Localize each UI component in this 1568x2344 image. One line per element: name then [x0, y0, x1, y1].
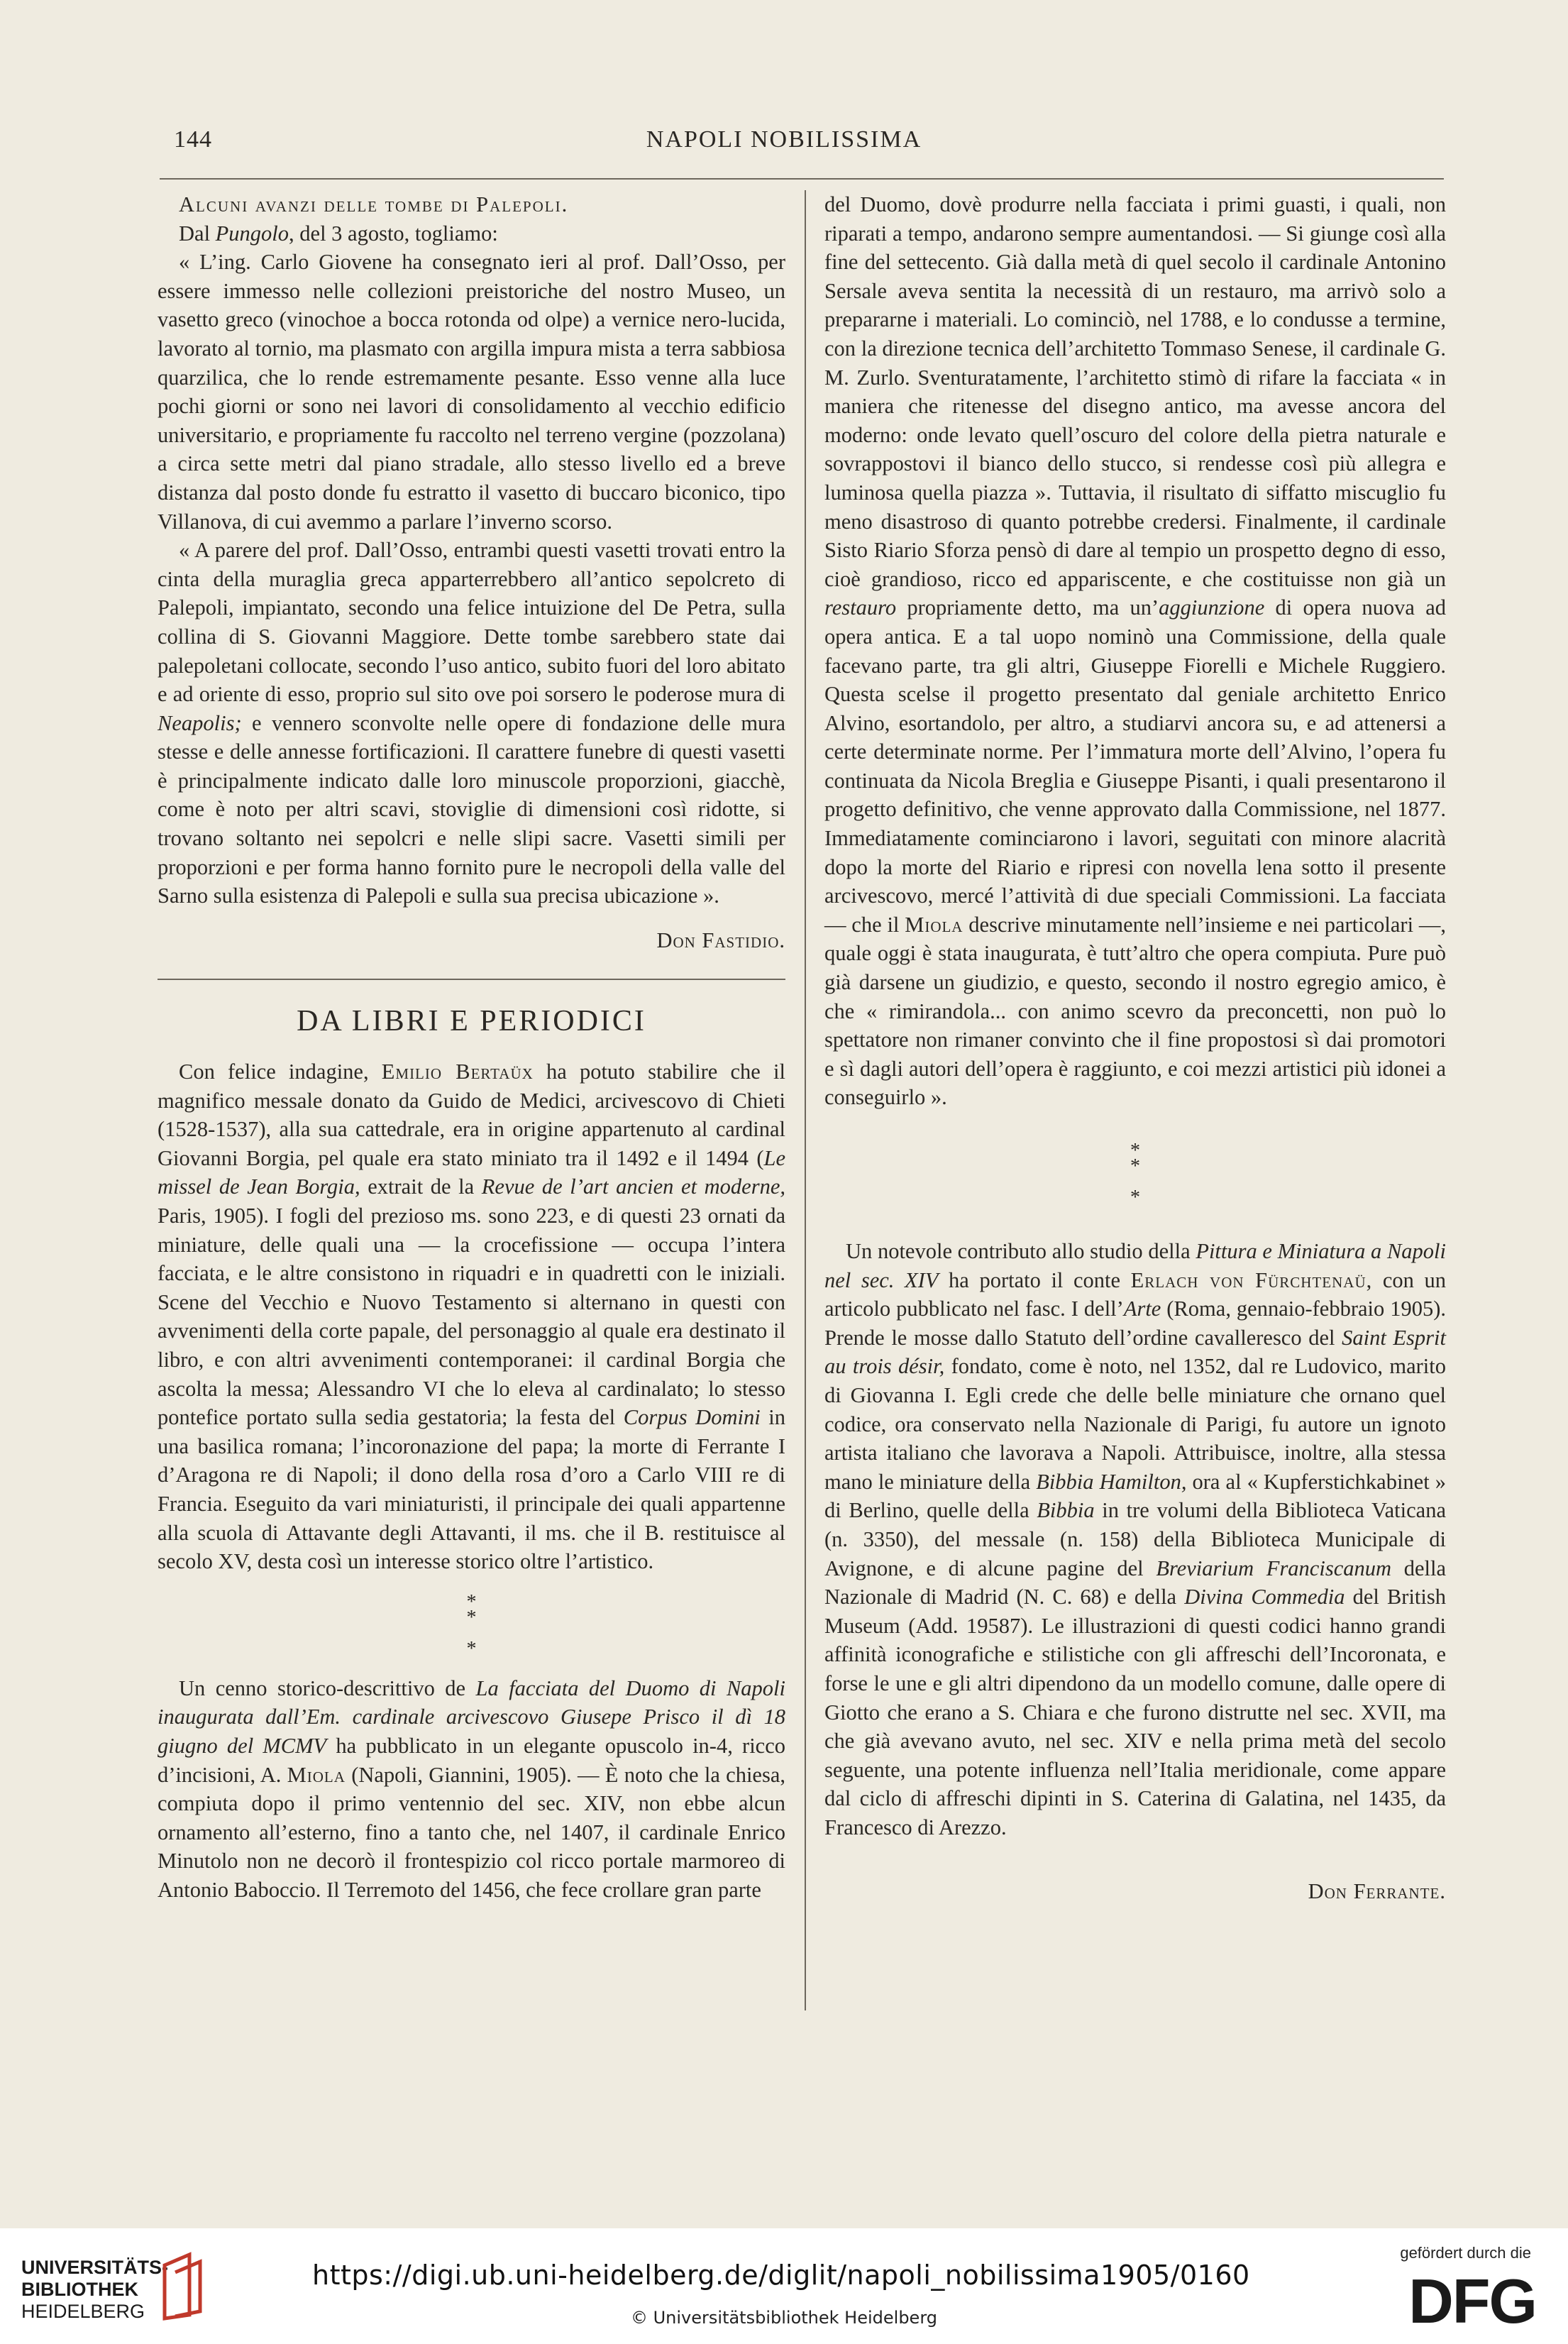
dfg-logo: DFG	[1408, 2266, 1536, 2336]
right-column	[824, 190, 1446, 1906]
paragraph: « A parere del prof. Dall’Osso, entrambi questi vasetti trovati entro la cinta della muraglia greca apparterrebbero all’antico sepolcreto di Palepoli, impiantato, secondo una felice intuizione del De Petra, sulla collina di S. Giovanni Maggiore. Dette tombe sarebbero state dai palepoletani collocate, secondo l’uso antico, subito fuori del loro abitato e ad oriente di esso, proprio sul sito ove poi sorsero le poderose mura di Neapolis; e vennero sconvolte nelle opere di fondazione delle mura stesse e delle annesse fortificazioni. Il carattere funebre di questi vasetti è principalmente indicato dalle loro minuscole proporzioni, giacchè, come è noto per altri scavi, stoviglie di dimensioni così ridotte, si trovano soltanto nei sepolcri e nelle slipi sacre. Vasetti simili per proporzioni e per forma hanno fornito pure le necropoli della valle del Sarno sulla esistenza di Palepoli e sulla sua precisa ubicazione ».	[158, 538, 785, 908]
paragraph: del Duomo, dovè produrre nella facciata i primi guasti, i quali, non riparati a tempo, andarono sempre aumentandosi. — Si giunge così alla fine del settecento. Già dalla metà di quel secolo il cardinale Antonino Sersale aveva sentita la necessità di un restauro, ma arrivò solo a prepararne i materiali. Lo cominciò, nel 1788, e lo condusse a termine, con la direzione tecnica dell’architetto Tommaso Senese, il cardinale G. M. Zurlo. Sventuratamente, l’architetto stimò di rifare la facciata « in maniera che ritenesse del disegno antico, ma avesse ancora del moderno: onde levato quell’oscuro del colore della pietra naturale e sovrappostovi il bianco dello stucco, si rendesse così più allegra e luminosa quella piazza ». Tuttavia, il risultato di siffatto miscuglio fu meno disastroso di quanto potrebbe credersi. Finalmente, il cardinale Sisto Riario Sforza pensò di dare al tempio un prospetto degno di esso, cioè grandioso, ricco ed appariscente, e che costituisse non già un restauro propriamente detto, ma un’aggiunzione di opera nuova ad opera antica. E a tal uopo nominò una Commissione, della quale facevano parte, tra gli altri, Giuseppe Fiorelli e Michele Ruggiero. Questa scelse il progetto presentato dal geniale architetto Enrico Alvino, esortandolo, per altro, a studiarvi ancora su, e ad attenersi a certe determinate norme. Per l’immatura morte dell’Alvino, l’opera fu continuata da Nicola Breglia e Giuseppe Pisanti, i quali presentarono il progetto definitivo, che venne approvato dalla Commissione, nel 1877. Immediatamente cominciarono i lavori, seguitati con minore alacrità dopo la morte del Riario e ripresi con novella lena sotto il presente arcivescovo, mercé l’attività di due speciali Commissioni. La facciata — che il Miola descrive minutamente nell’insieme e nei particolari —, quale oggi è stata inaugurata, è tutt’altro che opera compiuta. Pure può già darsene un giudizio, e questo, secondo il nostro egregio amico, è che « rimirandola... con animo scevro da preconcetti, non può lo spettatore non rimaner convinto che il fine propostosi sì dai promotori e sì dagli autori dell’opera è raggiunto, e coi mezzi artistici più idonei a conseguirlo ».	[824, 192, 1446, 1110]
column-divider	[805, 190, 806, 2010]
paragraph: Con felice indagine, Emilio Bertaüx ha potuto stabilire che il magnifico messale donato da Guido de Medici, arcivescovo di Chieti (1528-1537), alla sua cattedrale, era in origine appartenuto al cardinal Giovanni Borgia, pel quale era stato miniato tra il 1492 e il 1494 (Le missel de Jean Borgia, extrait de la Revue de l’art ancien et moderne, Paris, 1905). I fogli del prezioso ms. sono 223, e di questi 23 ornati da miniature, delle quali una — la crocefissione — occupa l’intera facciata, e le altre consistono in riquadri e in quadretti con le iniziali. Scene del Vecchio e Nuovo Testamento si alternano in questi con avvenimenti della corte papale, del personaggio al quale era destinato il libro, e con altri avvenimenti contemporanei: il cardinal Borgia che ascolta la messa; Alessandro VI che lo eleva al cardinalato; lo stesso pontefice portato sulla sedia gestatoria; la festa del Corpus Domini in una basilica romana; l’incoronazione del papa; la morte di Ferrante I d’Aragona re di Napoli; il dono della rosa d’oro a Carlo VIII re di Francia. Eseguito da vari miniaturisti, il principale dei quali appartenne alla scuola di Attavante degli Attavanti, il ms. che il B. restituisce al secolo XV, desta così un interesse storico oltre l’artistico.	[158, 1060, 786, 1574]
paragraph: « L’ing. Carlo Giovene ha consegnato ieri al prof. Dall’Osso, per essere immesso nelle collezioni preistoriche del nostro Museo, un vasetto greco (vinochoe a bocca rotonda od olpe) a vernice nero-lucida, lavorato al tornio, ma plasmato con argilla impura mista a terra sabbiosa quarzilica, che lo rende estremamente pesante. Esso venne alla luce pochi giorni or sono nei lavori di consolidamento al vecchio edificio universitario, e propriamente fu raccolto nel terreno vergine (pozzolana) a circa sette metri dal piano stradale, allo stesso livello ed a breve distanza dal posto donde fu estratto il vasetto di buccaro biconico, tipo Villanova, di cui avemmo a parlare l’inverno scorso.	[158, 250, 785, 534]
funder-label: gefördert durch die	[1400, 2244, 1531, 2262]
signature: Don Ferrante.	[1308, 1879, 1446, 1904]
library-logo-text: UNIVERSITÄTS- BIBLIOTHEK HEIDELBERG	[21, 2257, 169, 2322]
left-column	[158, 190, 785, 1904]
section-title: Alcuni avanzi delle tombe di Palepoli.	[179, 192, 569, 216]
section-heading: DA LIBRI E PERIODICI	[297, 1005, 646, 1038]
permalink-url[interactable]: https://digi.ub.uni-heidelberg.de/diglit/napoli_nobilissima1905/0160	[312, 2260, 1250, 2291]
page-number: 144	[174, 126, 212, 153]
asterism: * * *	[1130, 1140, 1140, 1209]
asterism: * * *	[466, 1590, 477, 1660]
journal-title: NAPOLI NOBILISSIMA	[646, 126, 922, 153]
header-rule	[160, 178, 1444, 180]
intro-paragraph: Dal Pungolo, del 3 agosto, togliamo:	[179, 221, 498, 246]
paragraph: Un notevole contributo allo studio della Pittura e Miniatura a Napoli nel sec. XIV ha portato il conte Erlach von Fürchtenaü, con un articolo pubblicato nel fasc. I dell’Arte (Roma, gennaio-febbraio 1905). Prende le mosse dallo Statuto dell’ordine cavalleresco del Saint Esprit au trois désir, fondato, come è noto, nel 1352, dal re Ludovico, marito di Giovanna I. Egli crede che delle belle miniature che ornano quel codice, ora conservato nella Nazionale di Parigi, fu autore un ignoto artista italiano che lavorava a Napoli. Attribuisce, inoltre, alla stessa mano le miniature della Bibbia Hamilton, ora al « Kupferstichkabinet » di Berlino, quelle della Bibbia in tre volumi della Biblioteca Vaticana (n. 3350), del messale (n. 158) della Biblioteca Municipale di Avignone, e di alcune pagine del Breviarium Franciscanum della Nazionale di Madrid (N. C. 68) e della Divina Commedia del British Museum (Add. 19587). Le illustrazioni di questi codici hanno grandi affinità iconografiche e stilistiche con gli affreschi dell’Incoronata, e forse le une e gli altri dipendono da un modello comune, dalle opere di Giotto che erano a S. Chiara e che furono distrutte nel sec. XVII, ma che già avevano avuto, nel sec. XIV e nella prima metà del secolo seguente, una potente influenza nell’Italia meridionale, come appare dal ciclo di affreschi dipinti in S. Caterina di Galatina, nel 1435, da Francesco di Arezzo.	[824, 1239, 1446, 1839]
running-head	[160, 126, 1408, 162]
paragraph: Un cenno storico-descrittivo de La facciata del Duomo di Napoli inaugurata dall’Em. cardinale arcivescovo Giusepe Prisco il dì 18 giugno del MCMV ha pubblicato in un elegante opuscolo in-4, ricco d’incisioni, A. Miola (Napoli, Giannini, 1905). — È noto che la chiesa, compiuta dopo il primo ventennio del sec. XIV, non ebbe alcun ornamento all’esterno, fino a tanto che, nel 1407, il cardinale Enrico Minutolo non ne decorò il frontespizio col ricco portale marmoreo di Antonio Baboccio. Il Terremoto del 1456, che fece crollare gran parte	[158, 1676, 785, 1902]
footer-bar	[0, 2228, 1568, 2344]
signature: Don Fastidio.	[656, 928, 785, 952]
copyright-notice: © Universitätsbibliothek Heidelberg	[630, 2308, 937, 2328]
section-rule	[158, 979, 785, 980]
